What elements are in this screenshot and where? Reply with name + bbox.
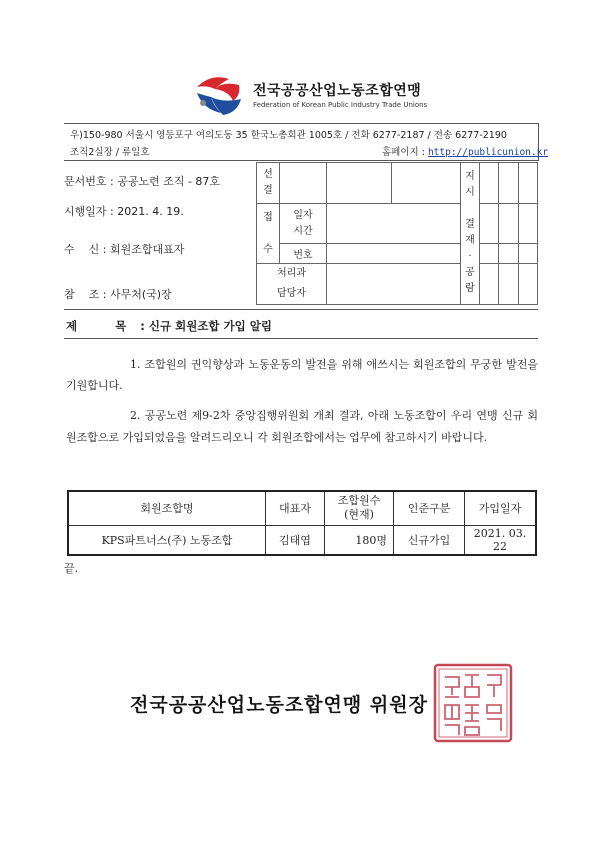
header-join-date: 가입일자 xyxy=(465,491,537,525)
recipient-label: 수 신 xyxy=(64,243,100,256)
doc-number: 문서번호 : 공공노련 조직 - 87호 xyxy=(64,175,221,188)
subject-text: 신규 회원조합 가입 알림 xyxy=(148,319,272,333)
official-seal-icon xyxy=(433,663,513,743)
approval-table xyxy=(256,162,538,305)
directive-char-1: 지 xyxy=(465,170,475,182)
signature-title: 전국공공산업노동조합연맹 위원장 xyxy=(130,694,428,716)
reference-value: 사무처(국)장 xyxy=(109,288,172,301)
doc-number-label: 문서번호 xyxy=(64,175,107,188)
header-representative: 대표자 xyxy=(266,491,325,525)
address-line: 우)150-980 서울시 영등포구 여의도동 35 한국노총회관 1005호 / 전화 6277-2187 / 전송 6277-2190 xyxy=(70,130,507,141)
recipient: 수 신 : 회원조합대표자 xyxy=(64,243,185,256)
divider-bottom xyxy=(64,338,538,339)
issue-date: 시행일자 : 2021. 4. 19. xyxy=(64,205,184,218)
subject-label: 제 목 xyxy=(66,319,137,333)
approval-seon: 선 xyxy=(263,169,273,180)
address-box xyxy=(64,123,549,161)
cell-representative: 김태엽 xyxy=(266,525,325,555)
approval-gyeol: 결 xyxy=(263,185,273,196)
org-name-ko: 전국공공산업노동조합연맹 xyxy=(253,83,422,99)
header-union-name: 회원조합명 xyxy=(68,491,266,525)
decision-char-3: · xyxy=(468,250,472,262)
table-row xyxy=(68,525,536,555)
homepage-label: 홈페이지 : xyxy=(382,147,428,158)
cell-union-name: KPS파트너스(주) 노동조합 xyxy=(68,525,266,555)
approval-time-label: 시간 xyxy=(293,225,313,237)
header-approval-type: 인준구분 xyxy=(394,491,465,525)
decision-char-5: 람 xyxy=(465,282,475,294)
divider-top xyxy=(64,309,538,310)
approval-su: 수 xyxy=(263,243,273,255)
approval-dept-label: 처리과 xyxy=(277,268,306,279)
org-name-en: Federation of Korean Public Industry Trade Unions xyxy=(253,101,428,109)
decision-char-4: 공 xyxy=(465,266,475,278)
members-table xyxy=(67,490,537,556)
approval-number-label: 번호 xyxy=(293,250,313,261)
body-paragraph-1: 1. 조합원의 권익향상과 노동운동의 발전을 위해 애쓰시는 회원조합의 무궁한 발전을 기원합니다. xyxy=(66,358,538,392)
header-member-count: 조합원수 (현재) xyxy=(325,491,394,525)
approval-date-label: 일자 xyxy=(293,209,313,221)
federation-logo-icon xyxy=(193,73,245,119)
approval-person-label: 담당자 xyxy=(277,288,306,299)
end-mark: 끝. xyxy=(64,562,79,575)
decision-char-1: 결 xyxy=(465,218,475,230)
subject-sep: : xyxy=(140,319,145,333)
contact-line: 조직2실장 / 류일호 xyxy=(70,147,150,158)
cell-join-date: 2021. 03. 22 xyxy=(465,525,537,555)
issue-date-value: 2021. 4. 19. xyxy=(117,205,184,218)
reference: 참 조 : 사무처(국)장 xyxy=(64,288,172,301)
cell-approval-type: 신규가입 xyxy=(394,525,465,555)
issue-date-label: 시행일자 xyxy=(64,205,107,218)
cell-member-count: 180명 xyxy=(325,525,394,555)
approval-jeop: 접 xyxy=(263,211,273,223)
subject-line xyxy=(66,318,272,334)
recipient-value: 회원조합대표자 xyxy=(109,243,185,256)
members-header-row xyxy=(68,491,536,525)
decision-char-2: 재 xyxy=(465,234,475,246)
doc-number-value: 공공노련 조직 - 87호 xyxy=(117,175,221,188)
directive-char-2: 시 xyxy=(465,186,475,198)
body-paragraph-2: 2. 공공노련 제9-2차 중앙집행위원회 개최 결과, 아래 노동조합이 우리 연맹 신규 회원조합으로 가입되었음을 알려드리오니 각 회원조합에서는 업무에 참고하시기 바랍니다. xyxy=(66,409,538,444)
homepage-link[interactable]: http://publicunion.kr xyxy=(427,147,549,158)
reference-label: 참 조 xyxy=(64,288,100,301)
homepage-line xyxy=(382,144,548,158)
